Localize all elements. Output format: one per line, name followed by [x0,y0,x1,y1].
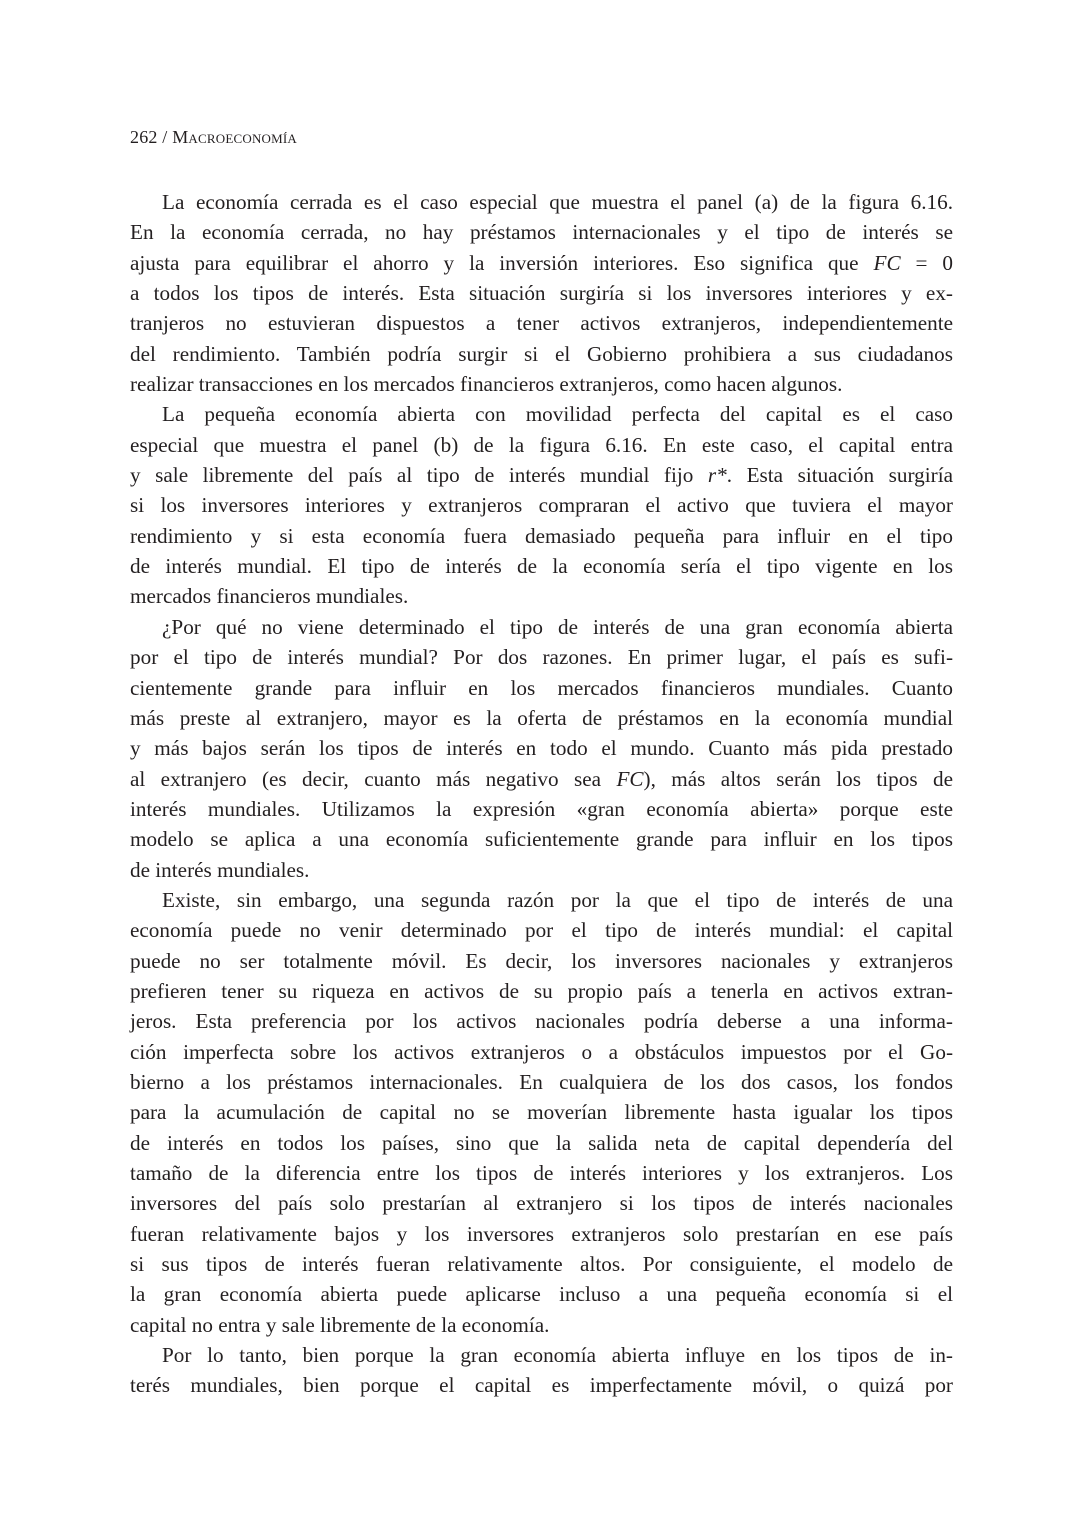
text-line: al extranjero (es decir, cuanto más negativo sea FC), más altos serán los tipos de [130,766,954,791]
paragraph-conclusion [130,1340,953,1401]
paragraph-closed-economy [130,187,953,399]
text-line: capital no entra y sale libremente de la economía. [130,1312,550,1337]
body-text [130,187,953,1401]
text-line: a todos los tipos de interés. Esta situación surgiría si los inversores interiores y ex- [130,281,953,306]
italic-term: r* [707,463,727,488]
text-line: prefieren tener su riqueza en activos de su propio país a tenerla en activos extran- [130,978,953,1003]
text-line: y sale libremente del país al tipo de interés mundial fijo r*. Esta situación surgiría [130,463,954,488]
page-number: 262 [130,127,158,147]
text-line: bierno a los préstamos internacionales. En cualquiera de los dos casos, los fondos [130,1069,953,1094]
text-line: si sus tipos de interés fueran relativamente altos. Por consiguiente, el modelo de [130,1252,953,1277]
text-line: de interés mundiales. [130,857,310,882]
text-line: ción imperfecta sobre los activos extranjeros o a obstáculos impuestos por el Go- [130,1039,953,1064]
text-line: ¿Por qué no viene determinado el tipo de interés de una gran economía abierta [162,614,953,639]
text-line: para la acumulación de capital no se moverían libremente hasta igualar los tipos [130,1100,953,1125]
text-line: jeros. Esta preferencia por los activos nacionales podría deberse a una informa- [130,1009,953,1034]
paragraph-imperfect-capital-mobility [130,885,953,1340]
text-line: de interés mundial. El tipo de interés de la economía sería el tipo vigente en los [130,554,953,579]
text-line: cientemente grande para influir en los mercados financieros mundiales. Cuanto [130,675,953,700]
text-line: Existe, sin embargo, una segunda razón por la que el tipo de interés de una [162,887,953,912]
text-line: interés mundiales. Utilizamos la expresión «gran economía abierta» porque este [130,796,953,821]
text-line: realizar transacciones en los mercados financieros extranjeros, como hacen algunos. [130,372,843,397]
text-line: En la economía cerrada, no hay préstamos internacionales y el tipo de interés se [130,220,953,245]
text-line: la gran economía abierta puede aplicarse incluso a una pequeña economía si el [130,1282,953,1307]
text-line: más preste al extranjero, mayor es la oferta de préstamos en la economía mundial [130,705,953,730]
text-line: puede no ser totalmente móvil. Es decir, los inversores nacionales y extranjeros [130,948,953,973]
paragraph-small-open-economy [130,399,953,611]
text-line: fueran relativamente bajos y los inversores extranjeros solo prestarían en ese país [130,1221,953,1246]
text-line: tranjeros no estuvieran dispuestos a tener activos extranjeros, independientemente [130,311,953,336]
text-line: de interés en todos los países, sino que la salida neta de capital dependería del [130,1130,953,1155]
text-line: economía puede no venir determinado por el tipo de interés mundial: el capital [130,918,953,943]
text-line: tamaño de la diferencia entre los tipos de interés interiores y los extranjeros. Los [130,1161,953,1185]
paragraph-large-open-economy-reasons [130,612,953,885]
text-line: del rendimiento. También podría surgir si el Gobierno prohibiera a sus ciudadanos [130,341,953,366]
header-separator: / [157,127,173,147]
italic-term: FC [616,766,644,791]
text-line: modelo se aplica a una economía suficientemente grande para influir en los tipos [130,827,953,852]
text-line: mercados financieros mundiales. [130,584,409,609]
book-title: Macroeconomía [172,127,297,147]
text-line: terés mundiales, bien porque el capital es imperfectamente móvil, o quizá por [130,1373,953,1398]
text-line: La pequeña economía abierta con movilidad perfecta del capital es el caso [162,402,953,427]
text-line: especial que muestra el panel (b) de la figura 6.16. En este caso, el capital entra [130,432,953,457]
text-line: y más bajos serán los tipos de interés en todo el mundo. Cuanto más pida prestado [130,736,953,761]
text-line: La economía cerrada es el caso especial que muestra el panel (a) de la figura 6.16. [162,190,953,214]
text-line: ajusta para equilibrar el ahorro y la inversión interiores. Eso significa que FC = 0 [130,250,954,275]
text-line: rendimiento y si esta economía fuera demasiado pequeña para influir en el tipo [130,523,953,548]
text-line: si los inversores interiores y extranjeros compraran el activo que tuviera el mayor [130,493,953,518]
text-line: por el tipo de interés mundial? Por dos razones. En primer lugar, el país es sufi- [130,645,953,670]
running-header [130,127,297,148]
italic-term: FC [873,250,901,275]
text-line: inversores del país solo prestarían al extranjero si los tipos de interés nacionales [130,1191,953,1216]
text-line: Por lo tanto, bien porque la gran economía abierta influye en los tipos de in- [162,1343,953,1368]
